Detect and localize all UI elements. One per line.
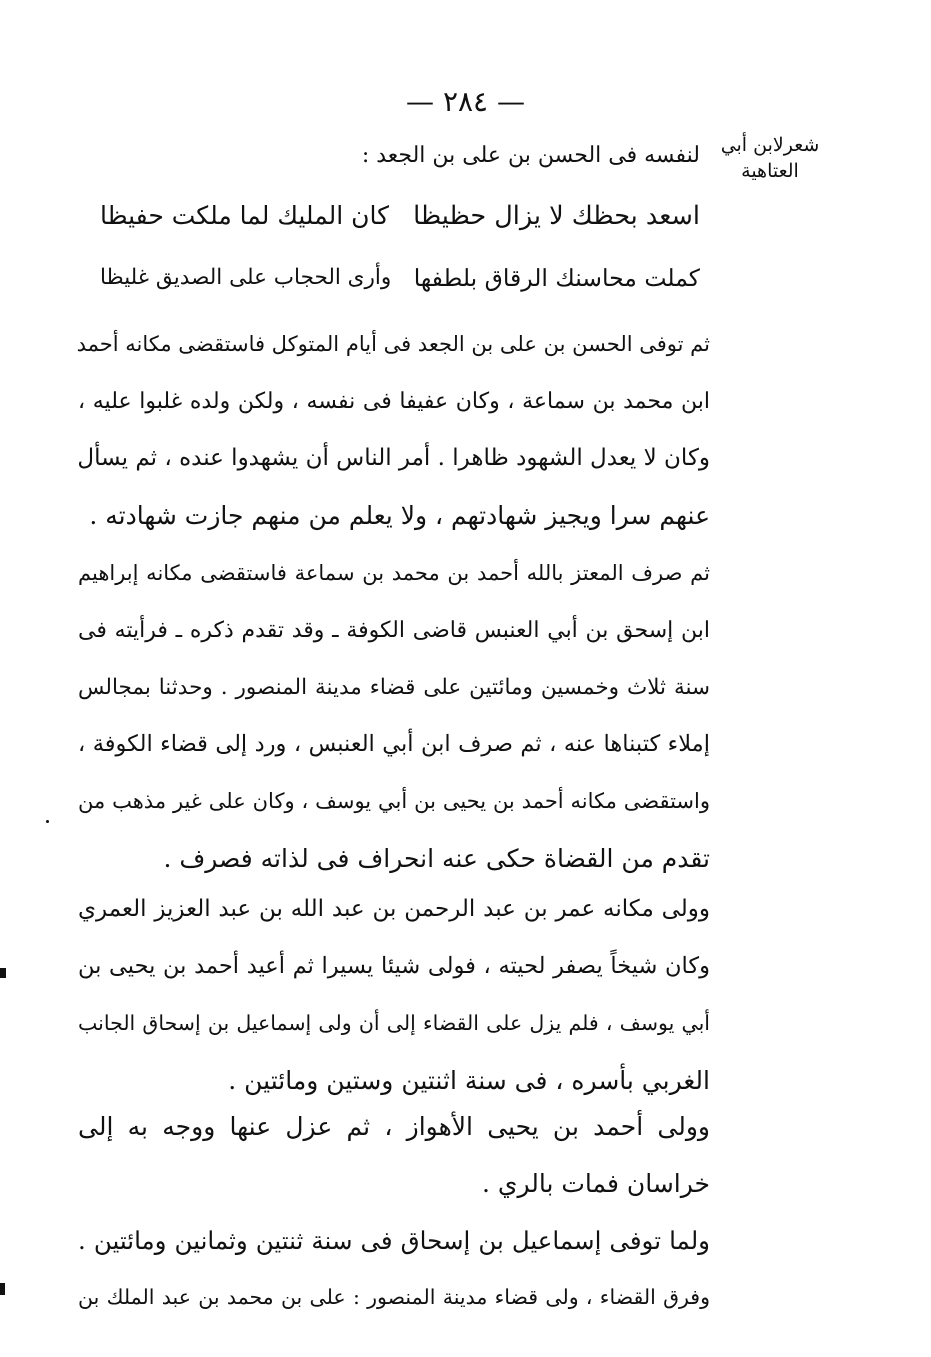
- paragraph-line: عنهم سرا ويجيز شهادتهم ، ولا يعلم من منهم جازت شهادته .: [89, 501, 710, 530]
- scan-speck: [46, 820, 49, 823]
- paragraph-line: خراسان فمات بالري .: [481, 1169, 710, 1198]
- paragraph-line: ثم توفى الحسن بن على بن الجعد فى أيام المتوكل فاستقضى مكانه أحمد: [76, 332, 710, 356]
- intro-line: لنفسه فى الحسن بن على بن الجعد :: [361, 143, 700, 168]
- verse-1: [100, 196, 700, 236]
- scan-speck: [0, 968, 6, 978]
- verse-2-first-hemistich: كملت محاسنك الرقاق بلطفها: [413, 264, 700, 292]
- paragraph-line: واستقضى مكانه أحمد بن يحيى بن أبي يوسف ، وكان على غير مذهب من: [78, 789, 710, 813]
- paragraph-2: [78, 545, 710, 887]
- paragraph-line: ثم صرف المعتز بالله أحمد بن محمد بن سماعة فاستقضى مكانه إبراهيم: [78, 561, 710, 585]
- verse-2-second-hemistich: وأرى الحجاب على الصديق غليظا: [100, 265, 392, 290]
- paragraph-line: إملاء كتبناها عنه ، ثم صرف ابن أبي العنبس ، ورد إلى قضاء الكوفة ،: [78, 731, 710, 757]
- verse-2: [100, 258, 700, 298]
- paragraph-line: تقدم من القضاة حكى عنه انحراف فى لذاته فصرف .: [163, 844, 710, 873]
- paragraph-3: [78, 881, 710, 1109]
- paragraph-1: [78, 316, 710, 544]
- paragraph-4: [78, 1098, 710, 1212]
- paragraph-line: ابن محمد بن سماعة ، وكان عفيفا فى نفسه ، ولكن ولده غلبوا عليه ،: [78, 389, 710, 414]
- paragraph-line: وكان لا يعدل الشهود ظاهرا . أمر الناس أن يشهدوا عنده ، ثم يسأل: [77, 445, 710, 471]
- margin-note-line-2: العتاهية: [741, 160, 799, 182]
- paragraph-line: سنة ثلاث وخمسين ومائتين على قضاء مدينة المنصور . وحدثنا بمجالس: [78, 675, 710, 700]
- scan-speck: [0, 1283, 5, 1295]
- margin-note: [720, 132, 820, 184]
- margin-note-line-1: شعرلابن أبي: [720, 134, 820, 156]
- paragraph-line: وكان شيخاً يصفر لحيته ، فولى شيئا يسيرا ثم أعيد أحمد بن يحيى بن: [78, 953, 710, 979]
- paragraph-line: وولى مكانه عمر بن عبد الرحمن بن عبد الله بن عبد العزيز العمري: [78, 896, 710, 922]
- paragraph-line: أبي يوسف ، فلم يزل على القضاء إلى أن ولى إسماعيل بن إسحاق الجانب: [78, 1011, 710, 1035]
- paragraph-line: ولما توفى إسماعيل بن إسحاق فى سنة ثنتين وثمانين ومائتين .: [78, 1226, 710, 1255]
- verse-1-first-hemistich: اسعد بحظك لا يزال حظيظا: [413, 201, 700, 231]
- paragraph-line: وفرق القضاء ، ولى قضاء مدينة المنصور : على بن محمد بن عبد الملك بن: [78, 1285, 710, 1309]
- paragraph-line: وولى أحمد بن يحيى الأهواز ، ثم عزل عنها ووجه به إلى: [78, 1112, 710, 1141]
- verse-1-second-hemistich: كان المليك لما ملكت حفيظا: [100, 201, 390, 230]
- paragraph-5: [78, 1212, 710, 1326]
- paragraph-line: الغربي بأسره ، فى سنة اثنتين وستين ومائتين .: [228, 1066, 710, 1095]
- page-number: — ٢٨٤ —: [406, 85, 525, 118]
- paragraph-line: ابن إسحق بن أبي العنبس قاضى الكوفة ـ وقد تقدم ذكره ـ فرأيته فى: [78, 618, 710, 643]
